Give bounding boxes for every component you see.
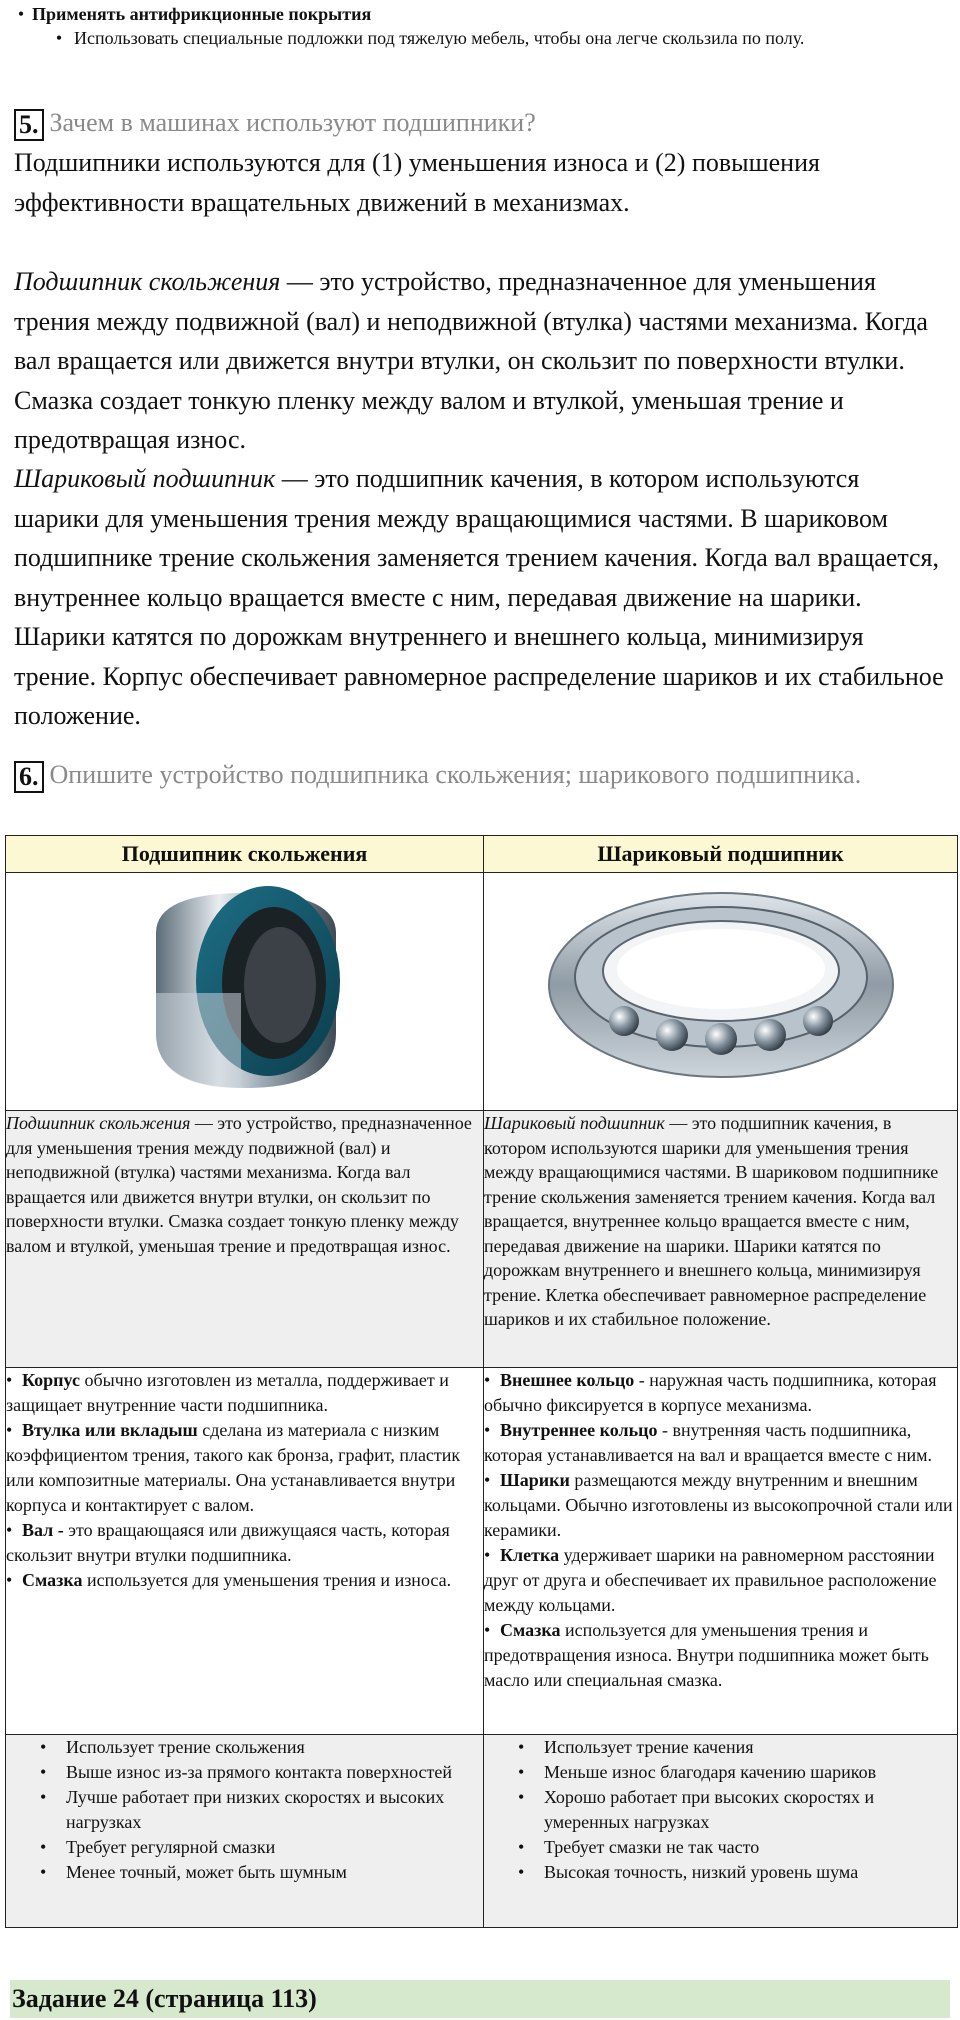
answer-text: — это подшипник качения, в котором используются шарики для уменьшения трения между вращающимися частями. В шариковом подшипнике трение скольжения заменяется трением качения. Когда вал вращается, внутреннее кольцо вращается вместе с ним, передавая движение на шарики. Шарики катятся по дорожкам внутреннего и внешнего кольца, минимизируя трение. Корпус обеспечивает равномерное распределение шариков и их стабильное положение. xyxy=(14,464,944,730)
list-item xyxy=(6,1568,483,1593)
list-item xyxy=(484,1735,957,1760)
property-text: Лучше работает при низких скоростях и высоких нагрузках xyxy=(66,1787,445,1832)
bullet-icon: • xyxy=(6,1520,13,1540)
part-term: Втулка или вкладыш xyxy=(22,1420,198,1440)
bullet-icon: • xyxy=(518,1737,525,1757)
list-item xyxy=(6,1518,483,1568)
list-item xyxy=(6,1860,483,1885)
property-text: Требует смазки не так часто xyxy=(544,1837,760,1857)
property-text: Выше износ из-за прямого контакта поверхностей xyxy=(66,1762,453,1782)
part-text: используется для уменьшения трения и износа. xyxy=(82,1570,452,1590)
term: Подшипник скольжения xyxy=(14,267,281,296)
list-item xyxy=(6,1368,483,1418)
list-item xyxy=(6,1418,483,1518)
description-row xyxy=(6,1111,958,1368)
task-5-plain-bearing xyxy=(14,262,949,460)
bullet-icon: • xyxy=(484,1545,491,1565)
list-item xyxy=(484,1760,957,1785)
task-6-heading xyxy=(14,755,934,795)
list-item xyxy=(484,1860,957,1885)
image-row xyxy=(6,873,958,1111)
list-item xyxy=(484,1368,957,1418)
answer-text: Подшипники используются для (1) уменьшения износа и (2) повышения эффективности вращательных движений в механизмах. xyxy=(14,148,820,217)
part-text: это вращающаяся или движущаяся часть, которая скользит внутри втулки подшипника. xyxy=(6,1520,450,1565)
bullet-icon: • xyxy=(484,1470,491,1490)
property-text: Использует трение скольжения xyxy=(66,1737,305,1757)
plain-bearing-properties xyxy=(6,1735,484,1928)
part-term: Шарики xyxy=(500,1470,570,1490)
property-text: Хорошо работает при высоких скоростях и умеренных нагрузках xyxy=(544,1787,875,1832)
bullet-icon: • xyxy=(6,1570,13,1590)
part-term: Смазка xyxy=(22,1570,83,1590)
list-item xyxy=(6,1835,483,1860)
property-text: Менее точный, может быть шумным xyxy=(66,1862,347,1882)
part-text: обычно изготовлен из металла, поддерживает и защищает внутренние части подшипника. xyxy=(6,1370,449,1415)
bullet-icon: • xyxy=(6,1370,13,1390)
part-text: размещаются между внутренним и внешним кольцами. Обычно изготовлены из высокопрочной стали или керамики. xyxy=(484,1470,953,1540)
term: Подшипник скольжения xyxy=(6,1113,191,1133)
task-5-intro xyxy=(14,143,949,222)
bullet-text: Использовать специальные подложки под тяжелую мебель, чтобы она легче скользила по полу. xyxy=(74,28,805,48)
answer-text: — это устройство, предназначенное для уменьшения трения между подвижной (вал) и неподвижной (втулка) частями механизма. Когда вал вращается или движется внутри втулки, он скользит по поверхности втулки. Смазка создает тонкую пленку между валом и втулкой, уменьшая трение и предотвращая износ. xyxy=(14,267,928,454)
plain-bearing-image-cell xyxy=(6,873,484,1111)
bullet-icon: • xyxy=(55,28,63,48)
banner-title: Задание 24 (страница 113) xyxy=(12,1984,317,2013)
description-text: — это подшипник качения, в котором используются шарики для уменьшения трения между вращающимися частями. В шариковом подшипнике трение скольжения заменяется трением качения. Когда вал вращается, внутреннее кольцо вращается вместе с ним, передавая движение на шарики. Шарики катятся по дорожкам внутреннего и внешнего кольца, минимизируя трение. Клетка обеспечивает равномерное распределение шариков и их стабильное положение. xyxy=(484,1113,939,1329)
bullet-icon: • xyxy=(6,1420,13,1440)
bullet-icon: • xyxy=(40,1837,47,1857)
list-item xyxy=(10,2,940,26)
bullet-icon: • xyxy=(484,1370,491,1390)
ball-bearing-description xyxy=(484,1111,958,1368)
part-term: Корпус xyxy=(22,1370,80,1390)
ball-bearing-image xyxy=(484,873,958,1105)
part-text: - наружная часть подшипника, которая обычно фиксируется в корпусе механизма. xyxy=(484,1370,937,1415)
task-question: Опишите устройство подшипника скольжения; шарикового подшипника. xyxy=(49,760,862,789)
property-text: Меньше износ благодаря качению шариков xyxy=(544,1762,877,1782)
task-number: 5. xyxy=(14,109,44,141)
table-header-row xyxy=(6,836,958,873)
column-header: Подшипник скольжения xyxy=(6,836,484,873)
bullet-icon: • xyxy=(518,1862,525,1882)
part-term: Вал - xyxy=(22,1520,64,1540)
bullet-icon: • xyxy=(40,1762,47,1782)
property-text: Использует трение качения xyxy=(544,1737,754,1757)
list-item xyxy=(10,26,940,50)
bullet-icon: • xyxy=(40,1862,47,1882)
term: Шариковый подшипник xyxy=(484,1113,665,1133)
list-item xyxy=(484,1468,957,1543)
description-text: — это устройство, предназначенное для уменьшения трения между подвижной (вал) и неподвижной (втулка) частями механизма. Когда вал вращается или движется внутри втулки, он скользит по поверхности втулки. Смазка создает тонкую пленку между валом и втулкой, уменьшая трение и предотвращая износ. xyxy=(6,1113,472,1256)
list-item xyxy=(484,1418,957,1468)
part-term: Внутреннее кольцо xyxy=(500,1420,658,1440)
task-5-heading xyxy=(14,103,536,143)
part-text: удерживает шарики на равномерном расстоянии друг от друга и обеспечивает их правильное расположение между кольцами. xyxy=(484,1545,937,1615)
term: Шариковый подшипник xyxy=(14,464,276,493)
bullet-icon: • xyxy=(518,1837,525,1857)
ball-bearing-properties xyxy=(484,1735,958,1928)
properties-row xyxy=(6,1735,958,1928)
top-bullet-list xyxy=(10,2,940,50)
task-question: Зачем в машинах используют подшипники? xyxy=(49,108,536,137)
part-term: Смазка xyxy=(500,1620,561,1640)
parts-row xyxy=(6,1368,958,1735)
list-item xyxy=(6,1760,483,1785)
column-header: Шариковый подшипник xyxy=(484,836,958,873)
part-term: Клетка xyxy=(500,1545,560,1565)
bullet-icon: • xyxy=(484,1420,491,1440)
bullet-icon: • xyxy=(484,1620,491,1640)
task-number: 6. xyxy=(14,761,44,793)
bullet-icon: • xyxy=(40,1787,47,1807)
property-text: Требует регулярной смазки xyxy=(66,1837,276,1857)
part-text: используется для уменьшения трения и предотвращения износа. Внутри подшипника может быть масло или специальная смазка. xyxy=(484,1620,929,1690)
plain-bearing-parts xyxy=(6,1368,484,1735)
bullet-icon: • xyxy=(518,1762,525,1782)
part-term: Внешнее кольцо xyxy=(500,1370,635,1390)
list-item xyxy=(484,1618,957,1693)
bullet-icon: • xyxy=(40,1737,47,1757)
property-text: Высокая точность, низкий уровень шума xyxy=(544,1862,859,1882)
bullet-icon: • xyxy=(518,1787,525,1807)
list-item xyxy=(6,1735,483,1760)
part-text: сделана из материала с низким коэффициентом трения, такого как бронза, графит, пластик или композитные материалы. Она устанавливается внутри корпуса и контактирует с валом. xyxy=(6,1420,461,1515)
plain-bearing-image xyxy=(6,873,484,1105)
list-item xyxy=(484,1543,957,1618)
plain-bearing-description xyxy=(6,1111,484,1368)
task-5-ball-bearing xyxy=(14,459,949,736)
ball-bearing-image-cell xyxy=(484,873,958,1111)
list-item xyxy=(6,1785,483,1835)
list-item xyxy=(484,1785,957,1835)
comparison-table xyxy=(5,835,958,1928)
bullet-text: Применять антифрикционные покрытия xyxy=(32,4,372,24)
next-task-banner xyxy=(10,1980,950,2018)
ball-bearing-parts xyxy=(484,1368,958,1735)
part-text: - внутренняя часть подшипника, которая устанавливается на вал и вращается вместе с ним. xyxy=(484,1420,932,1465)
bullet-icon: • xyxy=(17,4,25,24)
list-item xyxy=(484,1835,957,1860)
